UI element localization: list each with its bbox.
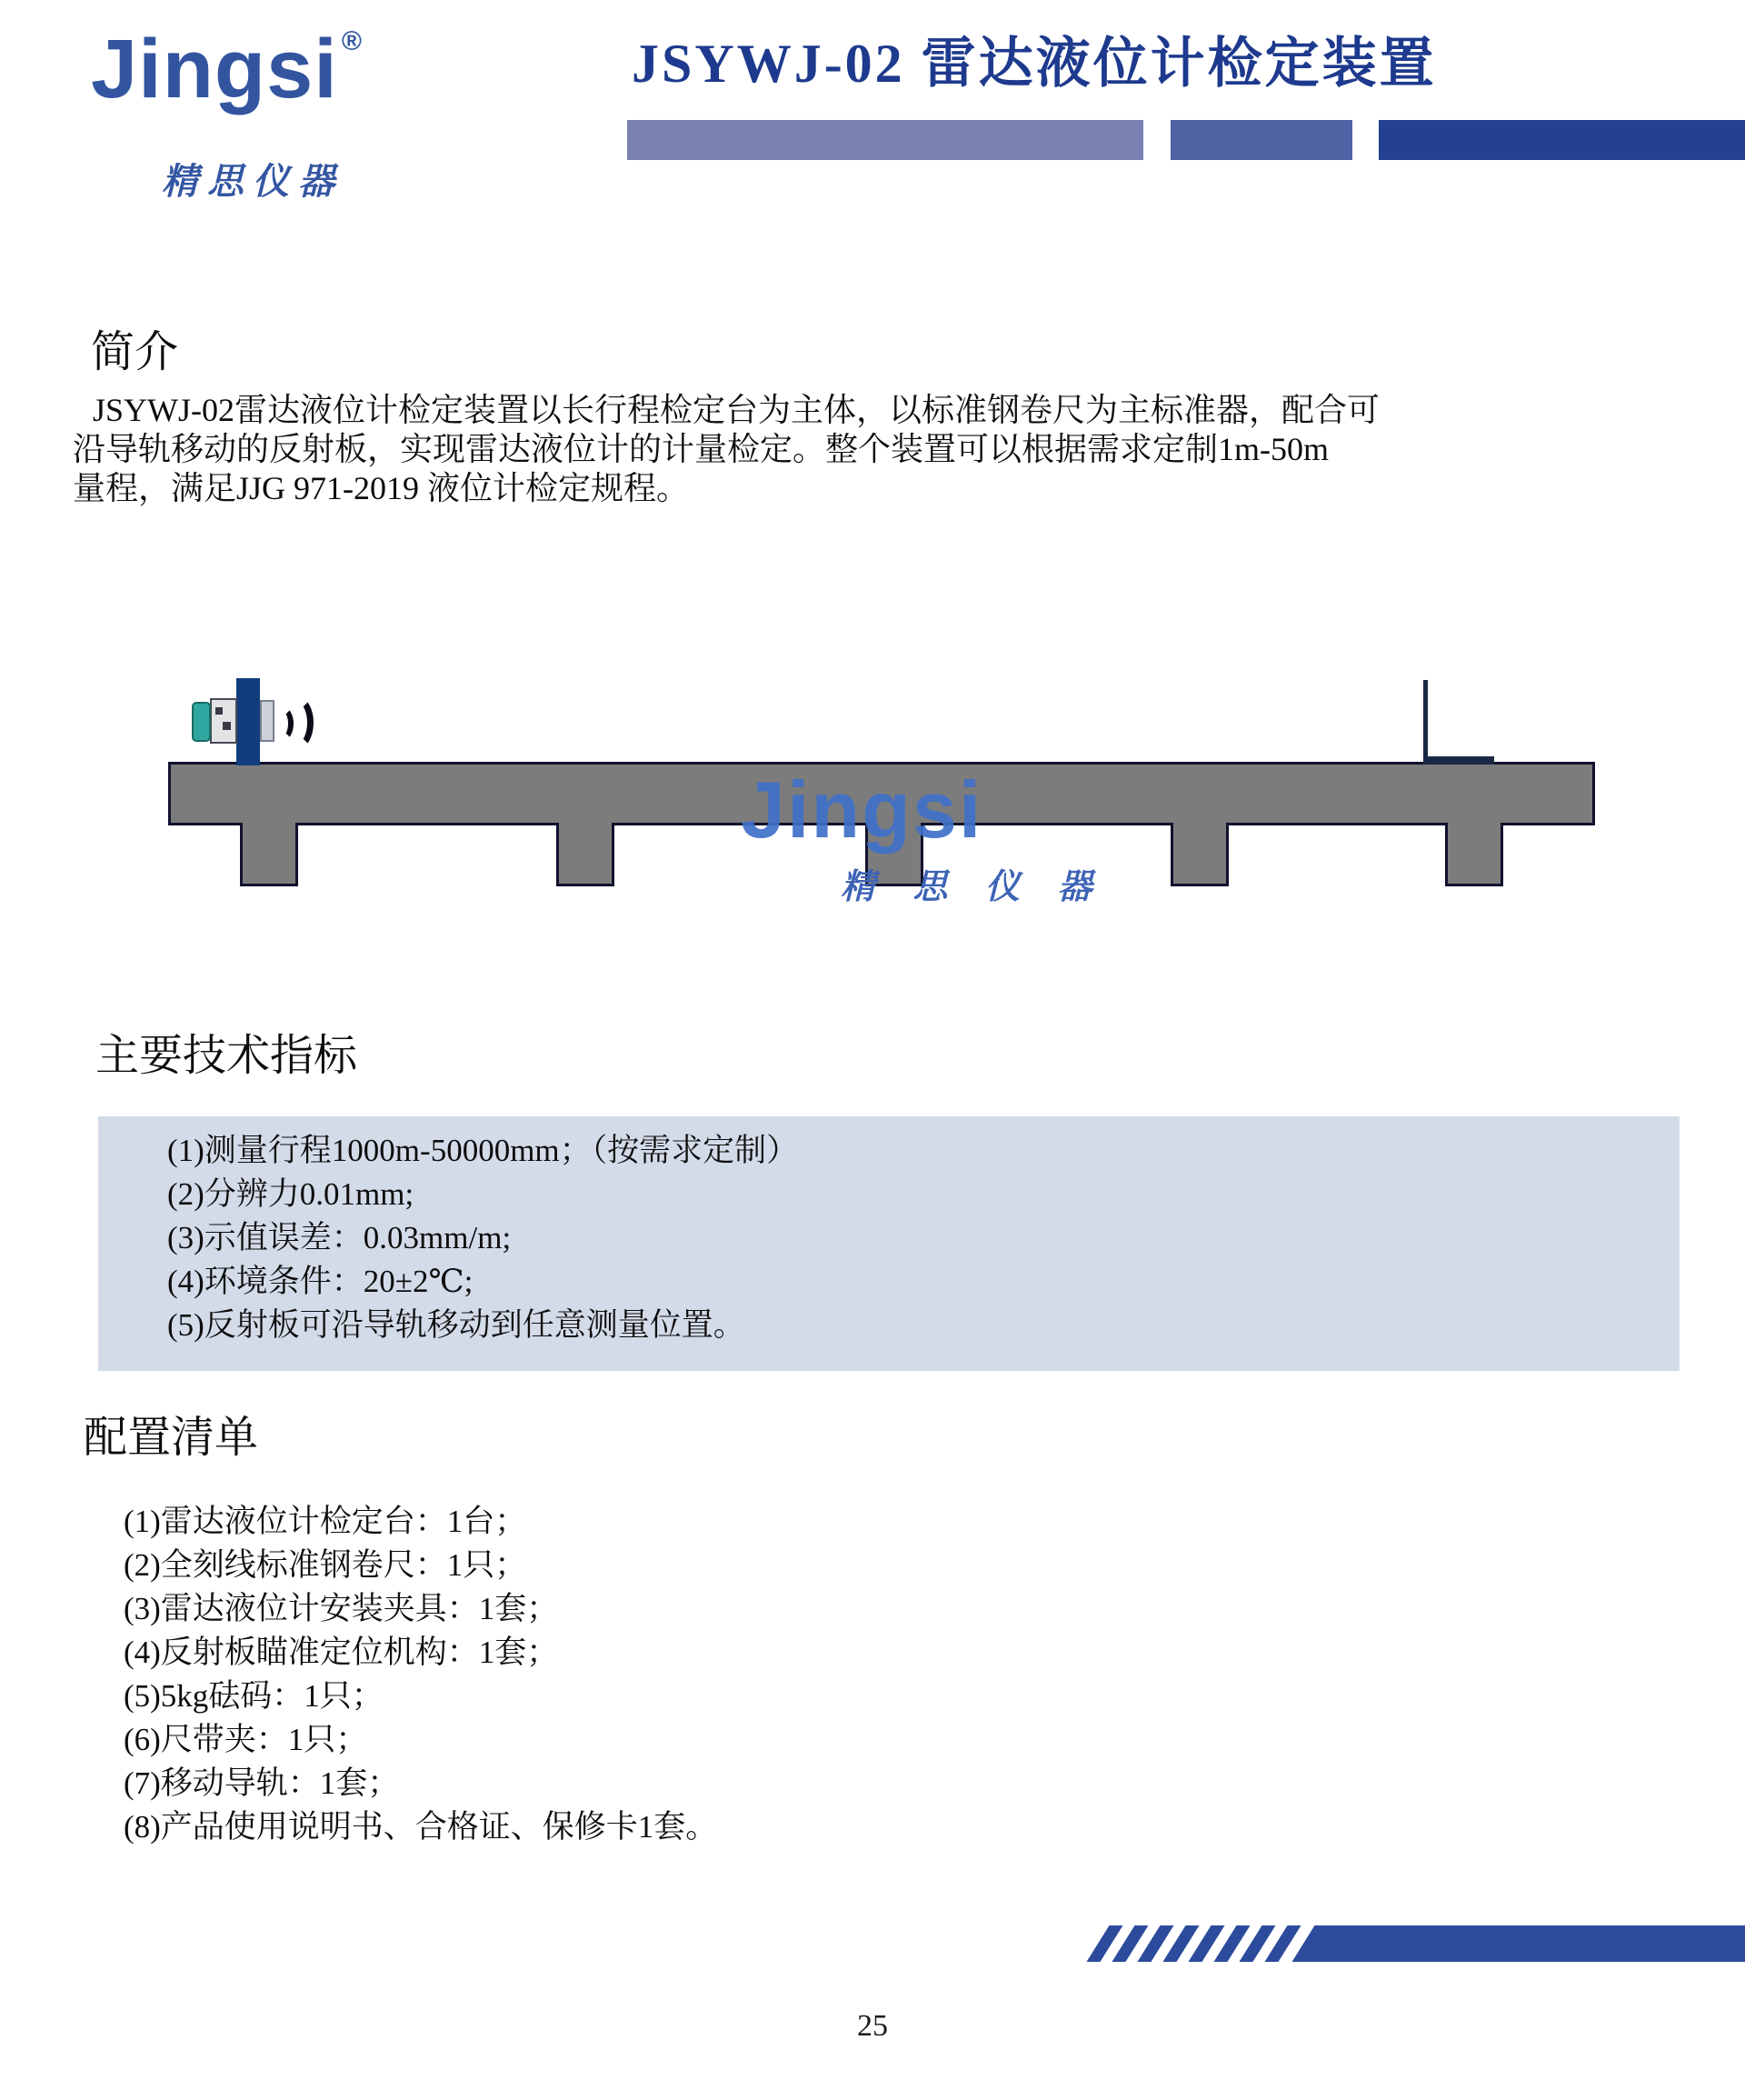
spec-item: (1)测量行程1000m-50000mm；（按需求定制） [167, 1133, 799, 1168]
intro-line: JSYWJ-02雷达液位计检定装置以长行程检定台为主体，以标准钢卷尺为主标准器，配合可 [93, 392, 1381, 428]
config-item: (8)产品使用说明书、合格证、保修卡1套。 [124, 1809, 718, 1845]
logo-jingsi-text: Jingsi [91, 23, 338, 115]
sensor-mounting-post [236, 678, 260, 765]
config-item: (7)移动导轨：1套； [124, 1765, 400, 1801]
radar-level-gauge [210, 698, 237, 744]
config-item: (4)反射板瞄准定位机构：1套； [124, 1635, 559, 1670]
intro-line: 量程，满足JJG 971-2019 液位计检定规程。 [73, 470, 690, 506]
specs-list [98, 1116, 1680, 1347]
header-bar-dark [1379, 120, 1745, 160]
table-leg [556, 823, 614, 886]
config-item: (1)雷达液位计检定台：1台； [124, 1504, 527, 1539]
spec-item: (4)环境条件：20±2℃; [167, 1264, 474, 1299]
config-item: (3)雷达液位计安装夹具：1套； [124, 1591, 559, 1626]
intro-paragraph [73, 391, 1709, 508]
table-leg [1445, 823, 1503, 886]
footer-bar [1292, 1925, 1745, 1962]
reflector-plate [1423, 680, 1428, 764]
intro-heading: 简介 [91, 328, 179, 376]
table-leg [1171, 823, 1229, 886]
table-leg [240, 823, 298, 886]
config-item: (6)尺带夹：1只； [124, 1722, 368, 1757]
radar-gauge-cap [192, 702, 211, 742]
specs-heading: 主要技术指标 [95, 1032, 358, 1080]
config-item: (5)5kg砝码：1只； [124, 1678, 384, 1714]
watermark-chinese: 精 思 仪 器 [841, 868, 1107, 906]
registered-trademark-icon: ® [341, 26, 362, 56]
spec-item: (2)分辨力0.01mm; [167, 1176, 414, 1212]
watermark-jingsi: Jingsi [741, 765, 983, 855]
signal-wave-icon [282, 696, 314, 749]
spec-item: (5)反射板可沿导轨移动到任意测量位置。 [167, 1307, 745, 1343]
reflector-base [1423, 756, 1494, 765]
intro-line: 沿导轨移动的反射板，实现雷达液位计的计量检定。整个装置可以根据需求定制1m-50m [73, 431, 1329, 467]
logo-wordmark [91, 23, 362, 115]
spec-item: (3)示值误差：0.03mm/m; [167, 1220, 512, 1255]
config-item: (2)全刻线标准钢卷尺：1只； [124, 1547, 527, 1583]
config-list [124, 1500, 717, 1849]
header-bar-medium [1171, 120, 1352, 160]
config-heading: 配置清单 [84, 1414, 259, 1462]
header-bar-long [627, 120, 1143, 160]
logo-chinese-name: 精思仪器 [162, 161, 344, 202]
page-title: JSYWJ-02 雷达液位计检定装置 [632, 34, 1437, 94]
footer-decoration [1098, 1925, 1745, 1962]
page-number: 25 [857, 2009, 888, 2043]
specs-panel [98, 1116, 1680, 1371]
company-logo [91, 23, 362, 205]
